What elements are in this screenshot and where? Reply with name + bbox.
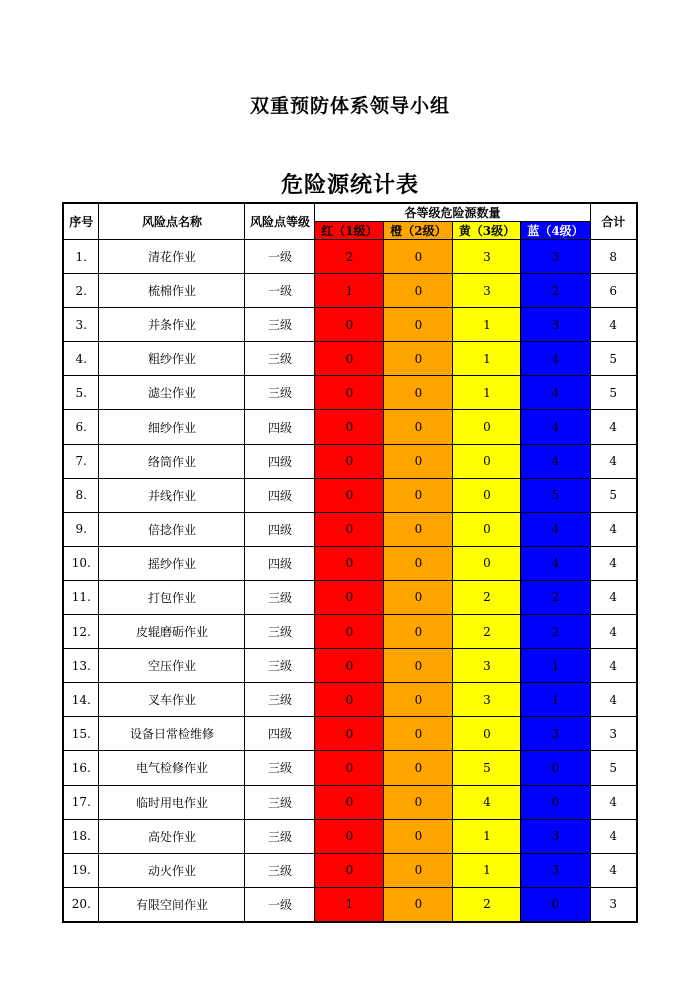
red-count-cell: 0 <box>315 478 384 512</box>
risk-point-name-cell: 摇纱作业 <box>99 546 245 580</box>
table-row <box>63 240 637 274</box>
risk-point-level-cell: 三级 <box>245 751 315 785</box>
table-row <box>63 853 637 887</box>
total-cell: 8 <box>590 240 637 274</box>
hazard-statistics-table <box>62 202 638 923</box>
serial-cell: 15. <box>63 717 99 751</box>
risk-point-name-cell: 粗纱作业 <box>99 342 245 376</box>
total-cell: 5 <box>590 751 637 785</box>
serial-cell: 16. <box>63 751 99 785</box>
risk-point-level-cell: 四级 <box>245 478 315 512</box>
table-row <box>63 785 637 819</box>
table-title: 危险源统计表 <box>280 172 419 198</box>
blue-count-cell: 2 <box>521 615 590 649</box>
risk-point-name-cell: 设备日常检维修 <box>99 717 245 751</box>
orange-count-cell: 0 <box>384 444 453 478</box>
blue-count-cell: 4 <box>521 546 590 580</box>
total-cell: 4 <box>590 649 637 683</box>
header-hazard-count-group: 各等级危险源数量 <box>315 203 590 222</box>
orange-count-cell: 0 <box>384 546 453 580</box>
header-orange-level-2: 橙（2级） <box>384 222 453 240</box>
table-header <box>63 203 637 240</box>
risk-point-level-cell: 一级 <box>245 274 315 308</box>
red-count-cell: 2 <box>315 240 384 274</box>
risk-point-level-cell: 四级 <box>245 512 315 546</box>
risk-point-name-cell: 叉车作业 <box>99 683 245 717</box>
table-row <box>63 512 637 546</box>
blue-count-cell: 4 <box>521 512 590 546</box>
serial-cell: 10. <box>63 546 99 580</box>
table-row <box>63 751 637 785</box>
total-cell: 5 <box>590 342 637 376</box>
group-title: 双重预防体系领导小组 <box>249 95 450 117</box>
orange-count-cell: 0 <box>384 853 453 887</box>
red-count-cell: 0 <box>315 376 384 410</box>
blue-count-cell: 4 <box>521 410 590 444</box>
serial-cell: 11. <box>63 580 99 614</box>
orange-count-cell: 0 <box>384 308 453 342</box>
table-row <box>63 615 637 649</box>
table-row <box>63 274 637 308</box>
header-yellow-level-3: 黄（3级） <box>453 222 521 240</box>
blue-count-cell: 2 <box>521 274 590 308</box>
orange-count-cell: 0 <box>384 580 453 614</box>
table-row <box>63 887 637 922</box>
table-row <box>63 478 637 512</box>
red-count-cell: 1 <box>315 274 384 308</box>
risk-point-level-cell: 三级 <box>245 853 315 887</box>
risk-point-level-cell: 三级 <box>245 615 315 649</box>
yellow-count-cell: 1 <box>453 819 521 853</box>
table-row <box>63 546 637 580</box>
total-cell: 4 <box>590 308 637 342</box>
orange-count-cell: 0 <box>384 478 453 512</box>
orange-count-cell: 0 <box>384 274 453 308</box>
serial-cell: 13. <box>63 649 99 683</box>
orange-count-cell: 0 <box>384 615 453 649</box>
blue-count-cell: 0 <box>521 785 590 819</box>
risk-point-level-cell: 三级 <box>245 342 315 376</box>
total-cell: 4 <box>590 546 637 580</box>
serial-cell: 3. <box>63 308 99 342</box>
risk-point-name-cell: 打包作业 <box>99 580 245 614</box>
total-cell: 4 <box>590 580 637 614</box>
blue-count-cell: 2 <box>521 580 590 614</box>
serial-cell: 6. <box>63 410 99 444</box>
table-row <box>63 342 637 376</box>
serial-cell: 20. <box>63 887 99 922</box>
blue-count-cell: 0 <box>521 751 590 785</box>
yellow-count-cell: 2 <box>453 615 521 649</box>
header-risk-point-level: 风险点等级 <box>245 203 315 240</box>
red-count-cell: 0 <box>315 444 384 478</box>
risk-point-name-cell: 皮辊磨砺作业 <box>99 615 245 649</box>
blue-count-cell: 3 <box>521 717 590 751</box>
header-total: 合计 <box>590 203 637 240</box>
header-red-level-1: 红（1级） <box>315 222 384 240</box>
total-cell: 4 <box>590 683 637 717</box>
risk-point-name-cell: 滤尘作业 <box>99 376 245 410</box>
table-row <box>63 717 637 751</box>
orange-count-cell: 0 <box>384 649 453 683</box>
serial-cell: 18. <box>63 819 99 853</box>
risk-point-level-cell: 三级 <box>245 785 315 819</box>
blue-count-cell: 3 <box>521 819 590 853</box>
blue-count-cell: 3 <box>521 240 590 274</box>
yellow-count-cell: 1 <box>453 376 521 410</box>
red-count-cell: 0 <box>315 683 384 717</box>
orange-count-cell: 0 <box>384 887 453 922</box>
serial-cell: 5. <box>63 376 99 410</box>
red-count-cell: 0 <box>315 649 384 683</box>
yellow-count-cell: 0 <box>453 512 521 546</box>
red-count-cell: 0 <box>315 717 384 751</box>
risk-point-name-cell: 细纱作业 <box>99 410 245 444</box>
yellow-count-cell: 3 <box>453 683 521 717</box>
risk-point-level-cell: 四级 <box>245 444 315 478</box>
table-row <box>63 410 637 444</box>
orange-count-cell: 0 <box>384 240 453 274</box>
table-row <box>63 819 637 853</box>
red-count-cell: 0 <box>315 410 384 444</box>
yellow-count-cell: 5 <box>453 751 521 785</box>
blue-count-cell: 4 <box>521 376 590 410</box>
risk-point-name-cell: 电气检修作业 <box>99 751 245 785</box>
risk-point-name-cell: 并线作业 <box>99 478 245 512</box>
risk-point-level-cell: 四级 <box>245 410 315 444</box>
red-count-cell: 0 <box>315 853 384 887</box>
risk-point-level-cell: 三级 <box>245 376 315 410</box>
table-body <box>63 240 637 922</box>
table-row <box>63 444 637 478</box>
yellow-count-cell: 1 <box>453 342 521 376</box>
serial-cell: 4. <box>63 342 99 376</box>
yellow-count-cell: 0 <box>453 444 521 478</box>
total-cell: 3 <box>590 717 637 751</box>
yellow-count-cell: 1 <box>453 853 521 887</box>
red-count-cell: 0 <box>315 342 384 376</box>
orange-count-cell: 0 <box>384 512 453 546</box>
yellow-count-cell: 2 <box>453 887 521 922</box>
total-cell: 5 <box>590 478 637 512</box>
serial-cell: 14. <box>63 683 99 717</box>
risk-point-name-cell: 并条作业 <box>99 308 245 342</box>
blue-count-cell: 4 <box>521 444 590 478</box>
red-count-cell: 0 <box>315 785 384 819</box>
red-count-cell: 0 <box>315 580 384 614</box>
serial-cell: 9. <box>63 512 99 546</box>
risk-point-name-cell: 临时用电作业 <box>99 785 245 819</box>
table-row <box>63 308 637 342</box>
header-risk-point-name: 风险点名称 <box>99 203 245 240</box>
yellow-count-cell: 3 <box>453 274 521 308</box>
red-count-cell: 0 <box>315 615 384 649</box>
header-serial: 序号 <box>63 203 99 240</box>
yellow-count-cell: 0 <box>453 546 521 580</box>
orange-count-cell: 0 <box>384 751 453 785</box>
orange-count-cell: 0 <box>384 785 453 819</box>
total-cell: 4 <box>590 444 637 478</box>
risk-point-level-cell: 三级 <box>245 819 315 853</box>
red-count-cell: 1 <box>315 887 384 922</box>
risk-point-level-cell: 三级 <box>245 308 315 342</box>
orange-count-cell: 0 <box>384 342 453 376</box>
serial-cell: 12. <box>63 615 99 649</box>
blue-count-cell: 3 <box>521 853 590 887</box>
risk-point-name-cell: 高处作业 <box>99 819 245 853</box>
risk-point-name-cell: 清花作业 <box>99 240 245 274</box>
risk-point-level-cell: 三级 <box>245 683 315 717</box>
orange-count-cell: 0 <box>384 717 453 751</box>
risk-point-level-cell: 三级 <box>245 649 315 683</box>
table-row <box>63 580 637 614</box>
blue-count-cell: 1 <box>521 649 590 683</box>
table-row <box>63 683 637 717</box>
yellow-count-cell: 0 <box>453 717 521 751</box>
total-cell: 6 <box>590 274 637 308</box>
serial-cell: 2. <box>63 274 99 308</box>
risk-point-level-cell: 一级 <box>245 240 315 274</box>
risk-point-name-cell: 倍捻作业 <box>99 512 245 546</box>
serial-cell: 17. <box>63 785 99 819</box>
blue-count-cell: 0 <box>521 887 590 922</box>
serial-cell: 7. <box>63 444 99 478</box>
total-cell: 4 <box>590 853 637 887</box>
yellow-count-cell: 0 <box>453 478 521 512</box>
orange-count-cell: 0 <box>384 819 453 853</box>
serial-cell: 1. <box>63 240 99 274</box>
risk-point-level-cell: 四级 <box>245 717 315 751</box>
total-cell: 4 <box>590 615 637 649</box>
orange-count-cell: 0 <box>384 376 453 410</box>
blue-count-cell: 4 <box>521 342 590 376</box>
blue-count-cell: 1 <box>521 683 590 717</box>
risk-point-name-cell: 络筒作业 <box>99 444 245 478</box>
risk-point-level-cell: 一级 <box>245 887 315 922</box>
orange-count-cell: 0 <box>384 683 453 717</box>
table-row <box>63 376 637 410</box>
total-cell: 4 <box>590 410 637 444</box>
yellow-count-cell: 3 <box>453 240 521 274</box>
total-cell: 4 <box>590 819 637 853</box>
risk-point-name-cell: 空压作业 <box>99 649 245 683</box>
yellow-count-cell: 0 <box>453 410 521 444</box>
serial-cell: 8. <box>63 478 99 512</box>
red-count-cell: 0 <box>315 308 384 342</box>
total-cell: 4 <box>590 512 637 546</box>
yellow-count-cell: 4 <box>453 785 521 819</box>
yellow-count-cell: 1 <box>453 308 521 342</box>
serial-cell: 19. <box>63 853 99 887</box>
risk-point-name-cell: 有限空间作业 <box>99 887 245 922</box>
red-count-cell: 0 <box>315 751 384 785</box>
total-cell: 5 <box>590 376 637 410</box>
blue-count-cell: 5 <box>521 478 590 512</box>
total-cell: 4 <box>590 785 637 819</box>
header-blue-level-4: 蓝（4级） <box>521 222 590 240</box>
yellow-count-cell: 2 <box>453 580 521 614</box>
risk-point-name-cell: 动火作业 <box>99 853 245 887</box>
blue-count-cell: 3 <box>521 308 590 342</box>
orange-count-cell: 0 <box>384 410 453 444</box>
total-cell: 3 <box>590 887 637 922</box>
risk-point-level-cell: 四级 <box>245 546 315 580</box>
red-count-cell: 0 <box>315 512 384 546</box>
red-count-cell: 0 <box>315 819 384 853</box>
risk-point-level-cell: 三级 <box>245 580 315 614</box>
red-count-cell: 0 <box>315 546 384 580</box>
table-row <box>63 649 637 683</box>
risk-point-name-cell: 梳棉作业 <box>99 274 245 308</box>
yellow-count-cell: 3 <box>453 649 521 683</box>
